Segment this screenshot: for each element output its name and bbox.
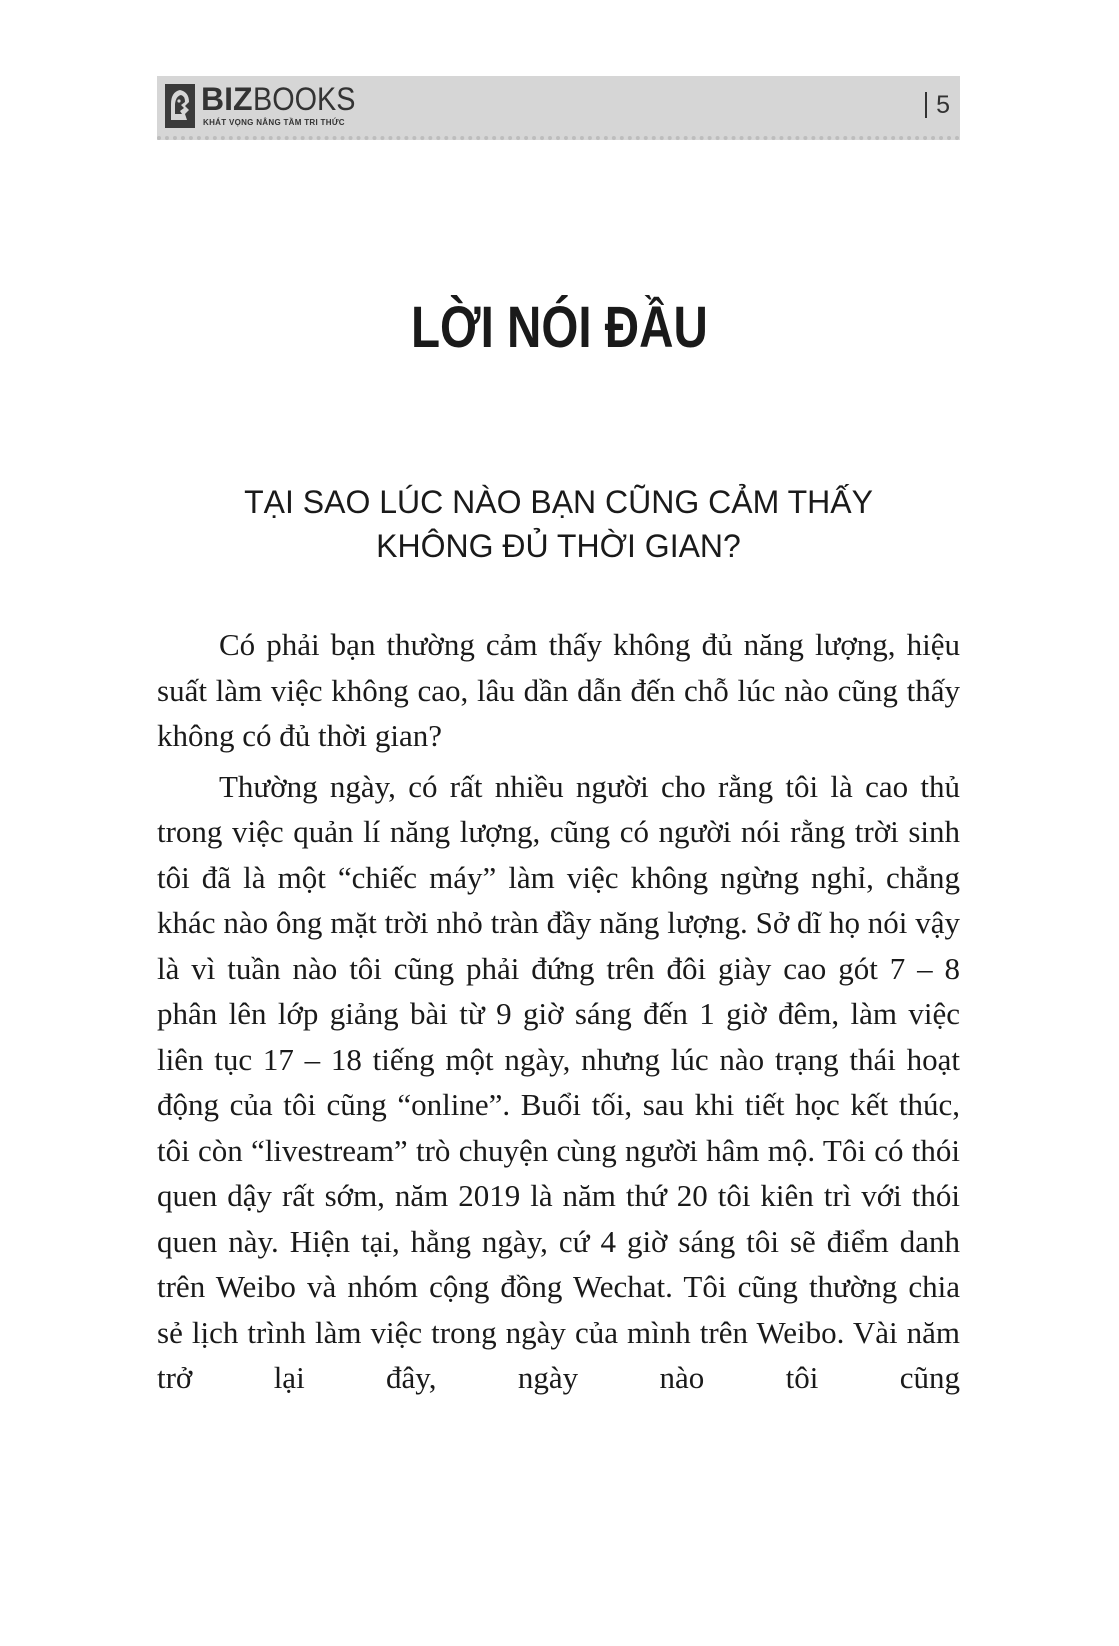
chapter-title: LỜI NÓI ĐẦU [410, 295, 708, 360]
brand-name-biz: BIZ [201, 81, 253, 117]
bizbooks-logo-icon [165, 84, 195, 128]
subtitle-line: TẠI SAO LÚC NÀO BẠN CŨNG CẢM THẤY [244, 484, 873, 520]
body-text [157, 622, 960, 1406]
brand-name [201, 80, 366, 118]
brand-tagline: KHÁT VỌNG NÂNG TẦM TRI THỨC [203, 118, 345, 127]
body-paragraph: Có phải bạn thường cảm thấy không đủ năng lượng, hiệu suất làm việc không cao, lâu dần dẫn đến chỗ lúc nào cũng thấy không có đủ thời gian? [157, 627, 960, 753]
page-number-divider [925, 92, 927, 118]
brand-name-books: BOOKS [252, 81, 355, 117]
chapter-subtitle [157, 480, 960, 568]
page-number-value: 5 [936, 90, 950, 119]
body-paragraph: Thường ngày, có rất nhiều người cho rằng tôi là cao thủ trong việc quản lí năng lượng, cũng có người nói rằng trời sinh tôi đã là một “chiếc máy” làm việc không ngừng nghỉ, chẳng khác nào ông mặt trời nhỏ tràn đầy năng lượng. Sở dĩ họ nói vậy là vì tuần nào tôi cũng phải đứng trên đôi giày cao gót 7 – 8 phân lên lớp giảng bài từ 9 giờ sáng đến 1 giờ đêm, làm việc liên tục 17 – 18 tiếng một ngày, nhưng lúc nào trạng thái hoạt động của tôi cũng “online”. Buổi tối, sau khi tiết học kết thúc, tôi còn “livestream” trò chuyện cùng người hâm mộ. Tôi có thói quen dậy rất sớm, năm 2019 là năm thứ 20 tôi kiên trì với thói quen này. Hiện tại, hằng ngày, cứ 4 giờ sáng tôi sẽ điểm danh trên Weibo và nhóm cộng đồng Wechat. Tôi cũng thường chia sẻ lịch trình làm việc trong ngày của mình trên Weibo. Vài năm trở lại đây, ngày nào tôi cũng [157, 768, 960, 1395]
subtitle-line: KHÔNG ĐỦ THỜI GIAN? [376, 528, 741, 564]
running-header [157, 76, 960, 140]
page-number [925, 88, 950, 122]
